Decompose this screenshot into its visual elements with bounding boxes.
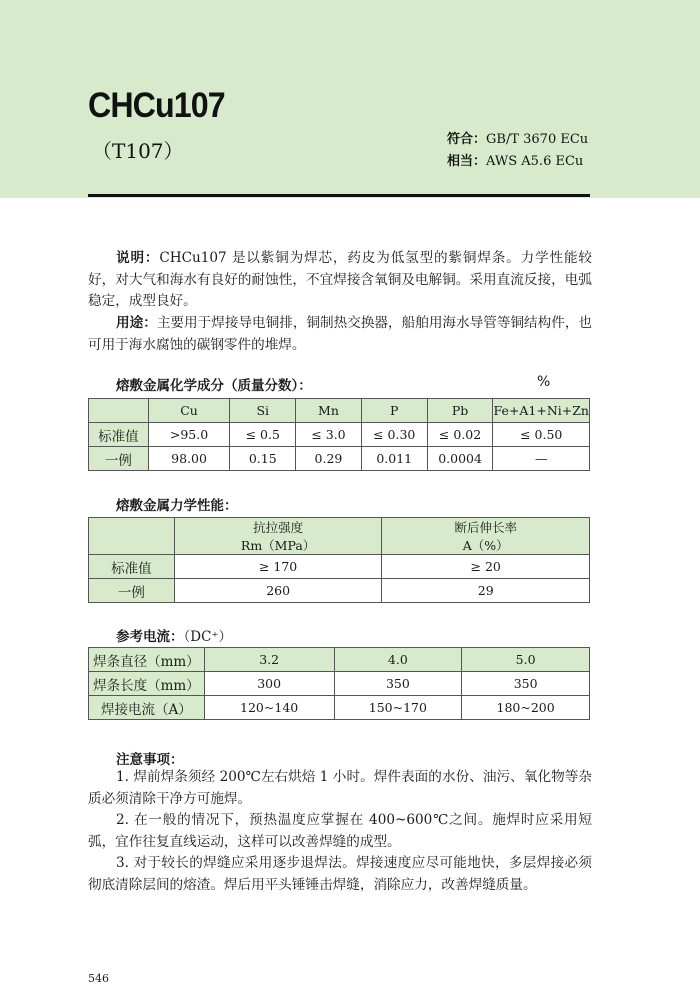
row-label: 一例: [89, 579, 175, 603]
product-subtitle: （T107）: [92, 139, 184, 163]
cell: ≤ 0.30: [361, 423, 427, 447]
cell: 150~170: [334, 696, 462, 720]
header-cell: Fe+A1+Ni+Zn: [493, 399, 590, 423]
product-title: CHCu107: [88, 86, 225, 125]
notes-section-title: 注意事项：: [116, 752, 184, 768]
cell: ≥ 20: [382, 555, 590, 579]
cell: 0.011: [361, 447, 427, 471]
table-row: [89, 672, 590, 696]
row-label: 焊条长度（mm）: [89, 672, 205, 696]
note-item-1: 1. 焊前焊条须经 200℃左右烘焙 1 小时。焊件表面的水份、油污、氧化物等杂 质必须清除干净方可施焊。: [88, 769, 606, 807]
row-label: 一例: [89, 447, 149, 471]
current-table: [88, 647, 590, 720]
standard-line-1: 符合：GB/T 3670 ECu: [447, 132, 589, 147]
page-number: 546: [88, 972, 109, 985]
row-label: 标准值: [89, 423, 149, 447]
note-item-3: 3. 对于较长的焊缝应采用逐步退焊法。焊接速度应尽可能地快，多层焊接必须彻底清除层间的熔渣。焊后用平头锤锤击焊缝，消除应力，改善焊缝质量。: [88, 855, 592, 893]
row-label: 焊条直径（mm）: [89, 648, 205, 672]
current-section-title: 参考电流：（DC⁺）: [116, 629, 233, 645]
row-label: 焊接电流（A）: [89, 696, 205, 720]
standard-line-2: 相当：AWS A5.6 ECu: [447, 154, 584, 169]
cell: 0.29: [296, 447, 362, 471]
cell: 29: [382, 579, 590, 603]
cell: 120~140: [204, 696, 334, 720]
chemical-unit: %: [537, 374, 551, 390]
header-cell: 断后伸长率 A（%）: [382, 518, 590, 555]
header-cell: P: [361, 399, 427, 423]
table-row: [89, 423, 590, 447]
cell: ≤ 0.5: [230, 423, 296, 447]
row-label: 标准值: [89, 555, 175, 579]
cell: 0.0004: [427, 447, 493, 471]
cell: 180~200: [462, 696, 590, 720]
cell: 0.15: [230, 447, 296, 471]
header-cell: [89, 518, 175, 555]
table-row: [89, 447, 590, 471]
cell: 350: [462, 672, 590, 696]
cell: 300: [204, 672, 334, 696]
table-row: [89, 696, 590, 720]
chemical-section-title: 熔敷金属化学成分（质量分数）：: [116, 378, 312, 394]
cell: ≤ 0.02: [427, 423, 493, 447]
header-cell: Pb: [427, 399, 493, 423]
cell: ≤ 0.50: [493, 423, 590, 447]
mechanical-table: [88, 517, 590, 603]
header-cell: Si: [230, 399, 296, 423]
cell: ≥ 170: [174, 555, 382, 579]
chemical-table: [88, 398, 590, 471]
table-row: [89, 648, 590, 672]
cell: >95.0: [148, 423, 230, 447]
header-cell: [89, 399, 149, 423]
header-cell: Mn: [296, 399, 362, 423]
cell: 260: [174, 579, 382, 603]
description-paragraph: 说明：CHCu107 是以紫铜为焊芯，药皮为低氢型的紫铜焊条。力学性能较好，对大气和海水有良好的耐蚀性，不宜焊接含氧铜及电解铜。采用直流反接，电弧稳定，成型良好。: [88, 250, 592, 309]
cell: —: [493, 447, 590, 471]
cell: 4.0: [334, 648, 462, 672]
header-rule: [88, 194, 590, 197]
header-cell: 抗拉强度 Rm（MPa）: [174, 518, 382, 555]
usage-paragraph: 用途：主要用于焊接导电铜排，铜制热交换器，船舶用海水导管等铜结构件，也可用于海水腐蚀的碳钢零件的堆焊。: [88, 315, 593, 353]
cell: 98.00: [148, 447, 230, 471]
cell: ≤ 3.0: [296, 423, 362, 447]
note-item-2: 2. 在一般的情况下，预热温度应掌握在 400~600℃之间。施焊时应采用短弧，宜作往复直线运动，这样可以改善焊缝的成型。: [88, 812, 592, 850]
cell: 3.2: [204, 648, 334, 672]
table-row: [89, 579, 590, 603]
mechanical-section-title: 熔敷金属力学性能：: [116, 498, 238, 514]
table-row: [89, 555, 590, 579]
table-row: [89, 399, 590, 423]
cell: 5.0: [462, 648, 590, 672]
cell: 350: [334, 672, 462, 696]
header-cell: Cu: [148, 399, 230, 423]
table-row: [89, 518, 590, 555]
